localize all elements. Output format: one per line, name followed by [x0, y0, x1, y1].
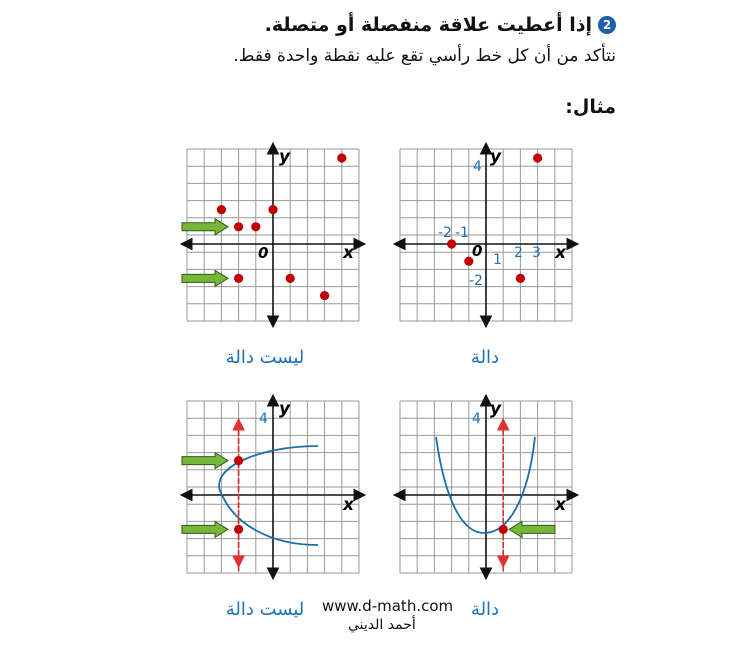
graph-top-left: [182, 145, 363, 325]
origin-label: 0: [258, 244, 269, 262]
x-axis-label: x: [555, 243, 566, 263]
graph-bottom-left: [182, 397, 363, 577]
section-title-text: إذا أعطيت علاقة منفصلة أو متصلة.: [264, 14, 592, 36]
x-axis-label: x: [343, 495, 354, 515]
graph-bottom-right: [396, 397, 576, 577]
plot-point: [337, 153, 346, 162]
plot-point: [268, 205, 277, 214]
plot-point: [499, 525, 508, 534]
tick-label-x-1: 1: [493, 252, 502, 268]
tick-label-y-neg2: -2: [469, 273, 483, 289]
caption-top-right: دالة: [470, 347, 500, 368]
plot-point: [286, 274, 295, 283]
plot-point: [251, 222, 260, 231]
marks-top-left: [182, 153, 346, 300]
plot-point: [234, 222, 243, 231]
tick-label-x-neg2: -2: [438, 225, 452, 241]
plot-point: [320, 291, 329, 300]
plot-point: [234, 525, 243, 534]
section-number-badge: 2: [598, 16, 616, 34]
tick-label-y-4: 4: [472, 411, 481, 427]
x-axis-label: x: [343, 243, 354, 263]
marks-bottom-left: [182, 421, 243, 571]
graph-top-right: [396, 145, 576, 325]
plot-point: [533, 153, 542, 162]
example-label: مثال:: [565, 96, 616, 118]
footer-author: أحمد الديني: [348, 617, 416, 633]
caption-bottom-right: دالة: [470, 599, 500, 620]
plot-point: [217, 205, 226, 214]
plot-point: [234, 456, 243, 465]
tick-label-y-4: 4: [259, 411, 268, 427]
pointer-arrow-icon: [509, 521, 555, 537]
caption-top-left: ليست دالة: [225, 347, 305, 368]
tick-label-y-4: 4: [473, 159, 482, 175]
tick-label-x-3: 3: [532, 245, 541, 261]
y-axis-label: y: [279, 147, 291, 167]
tick-label-x-2: 2: [514, 245, 523, 261]
instruction-text: نتأكد من أن كل خط رأسي تقع عليه نقطة واحدة فقط.: [233, 46, 616, 66]
tick-label-x-neg1: -1: [455, 225, 469, 241]
marks-bottom-right: [499, 421, 555, 571]
origin-label: 0: [472, 242, 483, 260]
y-axis-label: y: [490, 399, 502, 419]
plot-point: [234, 274, 243, 283]
y-axis-label: y: [279, 399, 291, 419]
y-axis-label: y: [490, 147, 502, 167]
footer-url[interactable]: www.d-math.com: [322, 597, 454, 615]
x-axis-label: x: [555, 495, 566, 515]
plot-point: [516, 274, 525, 283]
caption-bottom-left: ليست دالة: [225, 599, 305, 620]
